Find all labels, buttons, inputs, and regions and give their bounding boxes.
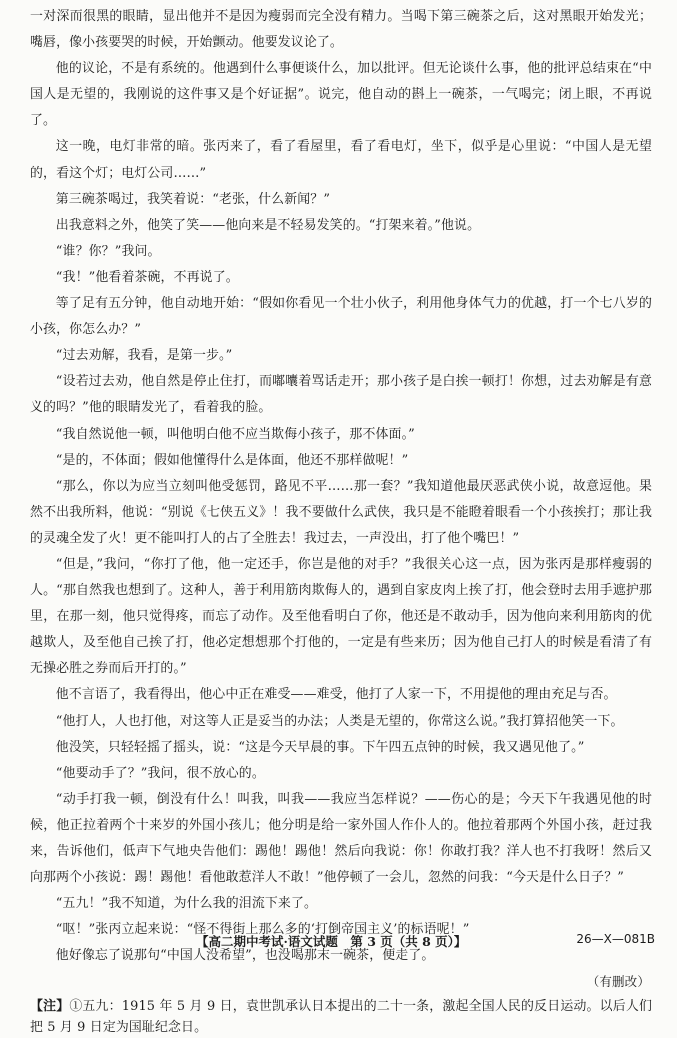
paragraph: “他要动手了？”我问，很不放心的。 — [55, 765, 265, 781]
page-footer — [0, 928, 677, 952]
paragraph: “他打人，人也打他，对这等人正是妥当的办法；人类是无望的，你常这么说。”我打算招他笑一下。 — [55, 713, 624, 729]
article-body — [30, 4, 652, 1038]
footnote-label: 【注】 — [30, 998, 70, 1014]
paragraph: “我自然说他一顿，叫他明白他不应当欺侮小孩子，那不体面。” — [55, 426, 415, 442]
footnote — [30, 996, 652, 1038]
paragraph: 这一晚，电灯非常的暗。张丙来了，看了看屋里，看了看电灯，坐下，似乎是心里说：“中国人是无望的，看这个灯；电灯公司……” — [30, 139, 652, 181]
paragraph: 他不言语了，我看得出，他心中正在难受——难受，他打了人家一下，不用提他的理由充足与否。 — [55, 687, 617, 703]
footer-title: 【高二期中考试·语文试题 第 3 页（共 8 页）】 — [196, 934, 467, 949]
paragraph: “动手打我一顿，倒没有什么！叫我，叫我——我应当怎样说？——伤心的是；今天下午我遇见他的时候，他正拉着两个十来岁的外国小孩儿；他分明是给一家外国人作仆人的。他拉着那两个外国小孩，赶过我来，告诉他们，低声下气地央告他们：踢他！踢他！然后向我说：你！你敢打我？洋人也不打我呀！然后又向那两个小孩说：踢！踢他！看他敢惹洋人不敢！”他停顿了一会儿，忽然的问我：“今天是什么日子？” — [30, 791, 652, 886]
exam-code: 26—X—081B — [576, 932, 655, 946]
paragraph: “呕！”张丙立起来说：“怪不得街上那么多的‘打倒帝国主义’的标语呢！” — [55, 922, 470, 938]
paragraph: “是的，不体面；假如他懂得什么是体面，他还不那样做呢！” — [55, 452, 409, 468]
paragraph: “五九！”我不知道，为什么我的泪流下来了。 — [55, 896, 318, 912]
paragraph: “那么，你以为应当立刻叫他受惩罚，路见不平……那一套？”我知道他最厌恶武侠小说，故意逗他。果然不出我所料，他说：“别说《七侠五义》！我不要做什么武侠，我只是不能瞪着眼看一个小孩挨打；那让我的灵魂全发了火！更不能叫打人的占了全胜去！我过去，一声没出，打了他个嘴巴！” — [30, 478, 652, 546]
paragraph: “谁？你？”我问。 — [55, 243, 161, 259]
paragraph: 他好像忘了说那句“中国人没希望”，也没喝那末一碗茶，便走了。 — [55, 948, 435, 964]
paragraph-list — [30, 4, 652, 969]
paragraph: 他没笑，只轻轻摇了摇头，说：“这是今天早晨的事。下午四五点钟的时候，我又遇见他了。” — [55, 739, 585, 755]
paragraph: “过去劝解，我看，是第一步。” — [55, 348, 233, 364]
paragraph: 第三碗茶喝过，我笑着说：“老张，什么新闻？” — [55, 191, 331, 207]
paragraph: 出我意料之外，他笑了笑——他向来是不轻易发笑的。“打架来着。”他说。 — [55, 217, 481, 233]
paragraph: “我！”他看着茶碗，不再说了。 — [55, 269, 239, 285]
paragraph: 他的议论，不是有系统的。他遇到什么事便谈什么，加以批评。但无论谈什么事，他的批评总结束在“中国人是无望的，我刚说的这件事又是个好证据”。说完，他自动的斟上一碗茶，一气喝完；闭上眼，不再说了。 — [30, 61, 652, 129]
paragraph: “但是，”我问，“你打了他，他一定还手，你岂是他的对手？”我很关心这一点，因为张丙是那样瘦弱的人。“那自然我也想到了。这种人，善于利用筋肉欺侮人的，遇到自家皮肉上挨了打，他会登时去用手遮护那里，在那一刻，他只觉得疼，而忘了动作。及至他看明白了你，他还是不敢动手，因为他向来利用筋肉的优越欺人，及至他自己挨了打，他必定想想那个打他的，一定是有些来历；因为他自己打人的时候是看清了有无操必胜之券而后开打的。” — [30, 556, 652, 677]
paragraph: 一对深而很黑的眼睛，显出他并不是因为瘦弱而完全没有精力。当喝下第三碗茶之后，这对黑眼开始发光；嘴唇，像小孩要哭的时候，开始颤动。他要发议论了。 — [30, 9, 652, 51]
paragraph: “设若过去劝，他自然是停止住打，而嘟囔着骂话走开；那小孩子是白挨一顿打！你想，过去劝解是有意义的吗？”他的眼睛发光了，看着我的脸。 — [30, 374, 652, 416]
paragraph: 等了足有五分钟，他自动地开始：“假如你看见一个壮小伙子，利用他身体气力的优越，打一个七八岁的小孩，你怎么办？” — [30, 296, 652, 338]
footnote-text: ①五九：1915 年 5 月 9 日，袁世凯承认日本提出的二十一条，激起全国人民的反日运动。以后人们把 5 月 9 日定为国耻纪念日。 — [30, 998, 653, 1035]
abridged-note: （有删改） — [586, 974, 650, 990]
